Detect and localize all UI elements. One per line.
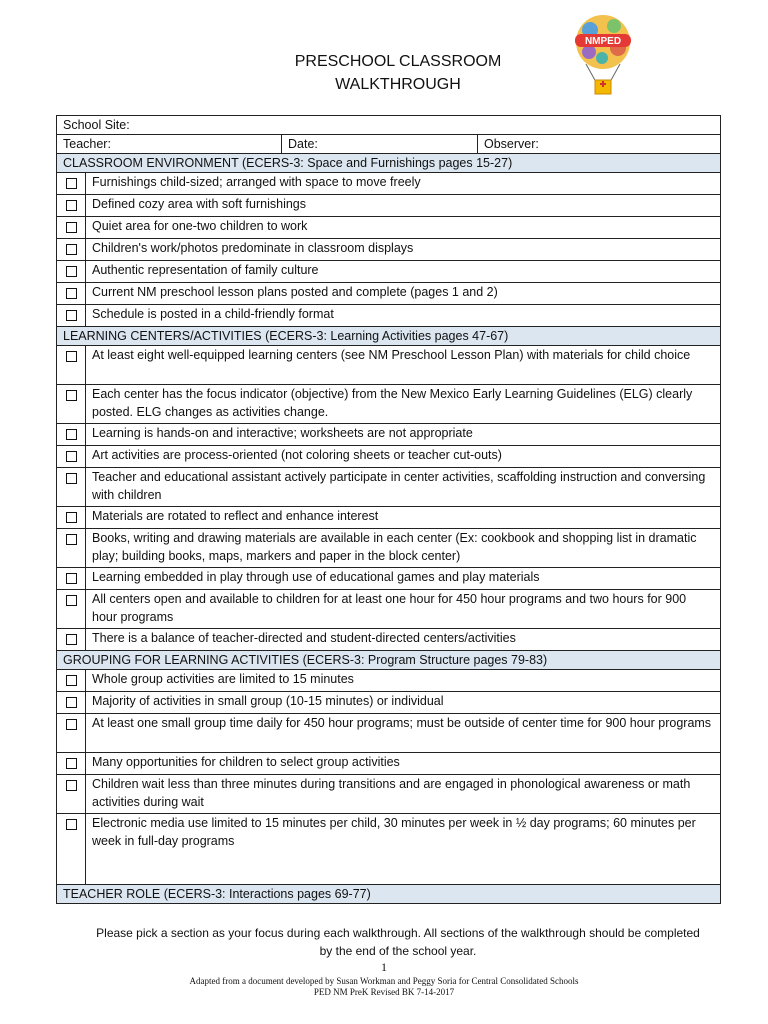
- checkbox-cell: [57, 424, 86, 446]
- checklist-row: [57, 775, 721, 814]
- checkbox[interactable]: [66, 819, 77, 830]
- checklist-row: [57, 346, 721, 385]
- checklist-row: [57, 468, 721, 507]
- section-header: [57, 154, 721, 173]
- checkbox[interactable]: [66, 634, 77, 645]
- checklist-item-text: There is a balance of teacher-directed and student-directed centers/activities: [86, 629, 721, 651]
- checklist-row: [57, 217, 721, 239]
- credit-line-2: PED NM PreK Revised BK 7-14-2017: [313, 987, 455, 997]
- checkbox-cell: [57, 753, 86, 775]
- checkbox-cell: [57, 775, 86, 814]
- checklist-row: [57, 629, 721, 651]
- section-header: [57, 885, 721, 904]
- checklist-row: [57, 261, 721, 283]
- logo-text: NMPED: [584, 36, 622, 47]
- checkbox[interactable]: [66, 534, 77, 545]
- checklist-row: [57, 670, 721, 692]
- date-field[interactable]: Date:: [282, 135, 478, 154]
- checklist-row: [57, 590, 721, 629]
- checkbox-cell: [57, 261, 86, 283]
- checklist-row: [57, 195, 721, 217]
- checklist-item-text: At least eight well-equipped learning centers (see NM Preschool Lesson Plan) with materials for child choice: [86, 346, 721, 385]
- checklist-item-text: Materials are rotated to reflect and enhance interest: [86, 507, 721, 529]
- checkbox[interactable]: [66, 719, 77, 730]
- checkbox-cell: [57, 283, 86, 305]
- checkbox-cell: [57, 814, 86, 885]
- title-line-2: WALKTHROUGH: [335, 76, 461, 93]
- checkbox-cell: [57, 670, 86, 692]
- checklist-item-text: Whole group activities are limited to 15 minutes: [86, 670, 721, 692]
- checklist-item-text: Teacher and educational assistant actively participate in center activities, scaffolding instruction and conversing with children: [86, 468, 721, 507]
- checklist-row: [57, 239, 721, 261]
- checklist-item-text: At least one small group time daily for 450 hour programs; must be outside of center time for 900 hour programs: [86, 714, 721, 753]
- checkbox-cell: [57, 195, 86, 217]
- checkbox-cell: [57, 305, 86, 327]
- checkbox-cell: [57, 568, 86, 590]
- checkbox[interactable]: [66, 351, 77, 362]
- checklist-row: [57, 424, 721, 446]
- nmped-balloon-logo: [572, 12, 634, 98]
- section-title: TEACHER ROLE (ECERS-3: Interactions pages 69-77): [57, 885, 721, 904]
- checklist-item-text: Furnishings child-sized; arranged with space to move freely: [86, 173, 721, 195]
- checkbox[interactable]: [66, 178, 77, 189]
- checklist-row: [57, 283, 721, 305]
- checkbox[interactable]: [66, 390, 77, 401]
- section-title: LEARNING CENTERS/ACTIVITIES (ECERS-3: Learning Activities pages 47-67): [57, 327, 721, 346]
- checkbox[interactable]: [66, 595, 77, 606]
- teacher-field[interactable]: Teacher:: [57, 135, 282, 154]
- section-title: CLASSROOM ENVIRONMENT (ECERS-3: Space and Furnishings pages 15-27): [57, 154, 721, 173]
- title-line-1: PRESCHOOL CLASSROOM: [294, 53, 502, 70]
- checklist-row: [57, 305, 721, 327]
- checklist-item-text: Defined cozy area with soft furnishings: [86, 195, 721, 217]
- checkbox-cell: [57, 468, 86, 507]
- checklist-item-text: Current NM preschool lesson plans posted and complete (pages 1 and 2): [86, 283, 721, 305]
- checkbox[interactable]: [66, 473, 77, 484]
- observer-field[interactable]: Observer:: [478, 135, 721, 154]
- checklist-item-text: Schedule is posted in a child-friendly format: [86, 305, 721, 327]
- checklist-item-text: Learning is hands-on and interactive; worksheets are not appropriate: [86, 424, 721, 446]
- checkbox[interactable]: [66, 780, 77, 791]
- checklist-item-text: All centers open and available to children for at least one hour for 450 hour programs and two hours for 900 hour programs: [86, 590, 721, 629]
- checkbox[interactable]: [66, 697, 77, 708]
- section-title: GROUPING FOR LEARNING ACTIVITIES (ECERS-3: Program Structure pages 79-83): [57, 651, 721, 670]
- checkbox[interactable]: [66, 310, 77, 321]
- checkbox[interactable]: [66, 200, 77, 211]
- checklist-row: [57, 568, 721, 590]
- checkbox-cell: [57, 529, 86, 568]
- checklist-item-text: Electronic media use limited to 15 minutes per child, 30 minutes per week in ½ day programs; 60 minutes per week in full-day programs: [86, 814, 721, 885]
- checklist-row: [57, 814, 721, 885]
- checklist-row: [57, 446, 721, 468]
- credit-line-1: Adapted from a document developed by Susan Workman and Peggy Soria for Central Consolidated Schools: [189, 976, 579, 986]
- checklist-row: [57, 714, 721, 753]
- section-header: [57, 651, 721, 670]
- section-header: [57, 327, 721, 346]
- checkbox-cell: [57, 346, 86, 385]
- checklist-row: [57, 529, 721, 568]
- checkbox[interactable]: [66, 222, 77, 233]
- checkbox-cell: [57, 714, 86, 753]
- checkbox[interactable]: [66, 429, 77, 440]
- checkbox-cell: [57, 507, 86, 529]
- page-title: [200, 50, 596, 96]
- school-site-field[interactable]: School Site:: [57, 116, 721, 135]
- checkbox[interactable]: [66, 675, 77, 686]
- checkbox[interactable]: [66, 512, 77, 523]
- checkbox[interactable]: [66, 758, 77, 769]
- credit: [0, 976, 768, 998]
- checklist-item-text: Children wait less than three minutes during transitions and are engaged in phonological awareness or math activities during wait: [86, 775, 721, 814]
- checkbox-cell: [57, 446, 86, 468]
- checkbox[interactable]: [66, 266, 77, 277]
- checkbox-cell: [57, 385, 86, 424]
- checkbox-cell: [57, 173, 86, 195]
- checklist-item-text: Learning embedded in play through use of educational games and play materials: [86, 568, 721, 590]
- footer-note: Please pick a section as your focus during each walkthrough. All sections of the walkthrough should be completed by the end of the school year.: [96, 926, 700, 958]
- checkbox-cell: [57, 239, 86, 261]
- checklist-item-text: Art activities are process-oriented (not coloring sheets or teacher cut-outs): [86, 446, 721, 468]
- checkbox-cell: [57, 692, 86, 714]
- checklist-item-text: Many opportunities for children to select group activities: [86, 753, 721, 775]
- checkbox-cell: [57, 590, 86, 629]
- walkthrough-form: [56, 115, 721, 904]
- checklist-item-text: Books, writing and drawing materials are available in each center (Ex: cookbook and shopping list in dramatic play; building books, maps, markers and paper in the block center): [86, 529, 721, 568]
- checkbox[interactable]: [66, 573, 77, 584]
- checkbox-cell: [57, 217, 86, 239]
- checklist-item-text: Authentic representation of family culture: [86, 261, 721, 283]
- checklist-row: [57, 507, 721, 529]
- checkbox[interactable]: [66, 451, 77, 462]
- checkbox[interactable]: [66, 288, 77, 299]
- checklist-item-text: Quiet area for one-two children to work: [86, 217, 721, 239]
- checklist-row: [57, 173, 721, 195]
- checklist-row: [57, 385, 721, 424]
- checkbox-cell: [57, 629, 86, 651]
- checklist-item-text: Majority of activities in small group (10-15 minutes) or individual: [86, 692, 721, 714]
- checkbox[interactable]: [66, 244, 77, 255]
- checklist-row: [57, 692, 721, 714]
- checklist-item-text: Children's work/photos predominate in classroom displays: [86, 239, 721, 261]
- checklist-item-text: Each center has the focus indicator (objective) from the New Mexico Early Learning Guidelines (ELG) clearly posted. ELG changes as activities change.: [86, 385, 721, 424]
- checklist-row: [57, 753, 721, 775]
- page-number: 1: [381, 960, 387, 974]
